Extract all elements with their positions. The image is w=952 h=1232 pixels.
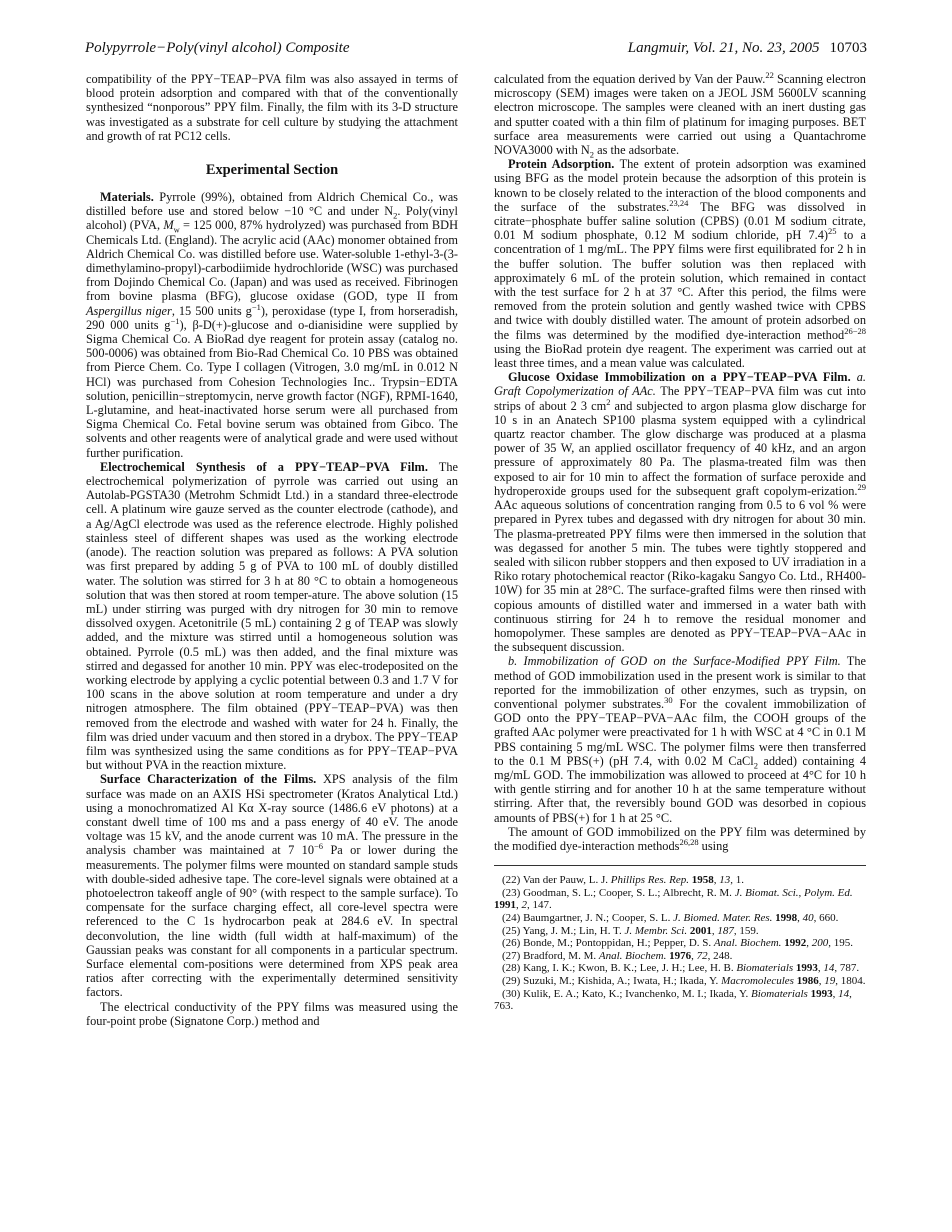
protein-adsorption-paragraph: Protein Adsorption. The extent of protein adsorption was examined using BFG as the model protein because the adsorption of this protein is known to be closely related to the interaction of the blood components and the surface of the substrates.$^{23,24}$ The BFG was dissolved in citrate−phosphate buffer saline solution (CPBS) (0.01 M sodium citrate, 0.01 M sodium phosphate, 0.12 M sodium chloride, pH 7.4)$^{25}$ to a concentration of 1 mg/mL. The PPY films were first equilibrated for 2 h in the buffer solution. The buffer solution was then replaced with approximately 6 mL of the protein solution, which remained in contact with the test surface for 2 h at 37 °C. After this period, the films were removed from the protein solution and gently washed twice with CPBS and twice with doubly distilled water. The amount of protein adsorbed on the films was determined by the modified dye-interaction method$^{26-28}$ using the BioRad protein dye reagent. The experiment was carried out at least three times, and a mean value was calculated.: [494, 157, 867, 371]
reference-year: 1976: [669, 949, 692, 962]
reference-pages: , 195.: [828, 937, 853, 950]
reference-volume: 2: [521, 899, 527, 912]
materials-paragraph: Materials. Pyrrole (99%), obtained from Aldrich Chemical Co., was distilled before use and stored below −10 °C and under $N_2$. Poly(vinyl alcohol) (PVA, $M_w = 125$ 000, 87% hydrolyzed) was purchased from BDH Chemicals Ltd. (England). The acrylic acid (AAc) monomer obtained from Aldrich Chemical Co. was distilled before use. Water-soluble 1-ethyl-3-(3-dimethylamino-propyl)-carbodiimide hydrochloride (WSC) was purchased from Dojindo Chemical Co. (Japan) and was used as received. Fibrinogen from bovine plasma (BFG), glucose oxidase (GOD, type II from Aspergillus niger, 15 500 units $g^{-1}$), peroxidase (type I, from horseradish, 290 000 units $g^{-1}$), β-D(+)-glucose and o-dianisidine were supplied by Sigma Chemical Co. A BioRad dye reagent for protein assay (catalog no. 500-0006) was obtained from Bio-Rad Chemical Co. 10 PBS was obtained from Pierce Chem. Co. Type I collagen (Vitrogen, 3.0 mg/mL in 0.012 N HCl) was purchased from Cohesion Technologies Inc.. Trypsin−EDTA solution, penicillin−streptomycin, nerve growth factor (NGF), RPMI-1640, L-glutamine, and heat-inactivated horse serum were all purchased from Sigma Chemical Co. Fetal bovine serum was obtained from Gibco. The solvents and other reagents were of analytical grade and were used without further purification.: [86, 190, 459, 460]
reference-pages: , 147.: [527, 899, 552, 912]
reference-item: (26) Bonde, M.; Pontoppidan, H.; Pepper, D. S. Anal. Biochem. 1992, 200, 195.: [502, 937, 853, 950]
immobilization-paragraph: b. Immobilization of GOD on the Surface-Modified PPY Film. The method of GOD immobilization used in the present work is similar to that reported for the immobilization of other enzymes, such as trypsin, on conventional polymer substrates.$^{30}$ For the covalent immobilization of GOD onto the PPY−TEAP−PVA−AAc film, the COOH groups of the grafted AAc polymer were preactivated for 1 h with WSC at 4 °C in 0.1 M PBS containing 5 mg/mL WSC. The polymer films were then transferred to the 0.1 M PBS(+) (pH 7.4, with 0.02 M CaCl$_2$ added) containing 4 mg/mL GOD. The immobilization was allowed to proceed at 4°C for 10 h with gentle stirring and for another 10 h at the same temperature without stirring. After that, the reversibly bound GOD was desorbed in copious amounts of PBS(+) for 1 h at 25 °C.: [494, 654, 866, 825]
reference-pages: , 787.: [834, 962, 860, 975]
reference-pages: , 660.: [813, 911, 839, 924]
journal-name: Langmuir, Vol. 21, No. 23, 2005: [627, 40, 820, 56]
continued-paragraph: calculated from the equation derived by Van der Pauw.$^{22}$ Scanning electron microscopy (SEM) images were taken on a JEOL JSM 5600LV scanning electron microscope. The samples were cleaned with an inert dusting gas and sputter coated with a thin film of platinum for imaging purposes. BET surface area measurements were carried out using a Quantachrome NOVA3000 with $N_2$ as the adsorbate.: [494, 69, 866, 160]
reference-journal: J. Membr. Sci.: [624, 924, 688, 937]
reference-pages: , 248.: [707, 949, 733, 962]
reference-year: 1993: [795, 962, 818, 975]
reference-number: (30): [502, 987, 521, 1000]
reference-journal: Anal. Biochem.: [713, 937, 782, 950]
reference-pages: , 159.: [733, 924, 759, 937]
right-column: [494, 69, 867, 1013]
reference-volume: 14: [823, 962, 835, 975]
materials-heading: Materials.: [100, 190, 154, 205]
reference-journal: Biomaterials: [750, 987, 808, 1000]
reference-volume: 14: [838, 987, 850, 1000]
reference-pages: , 1804.: [835, 974, 866, 987]
glucose-heading: Glucose Oxidase Immobilization on a PPY−TEAP−PVA Film.: [508, 370, 851, 385]
reference-journal: Macromolecules: [721, 974, 794, 987]
reference-year: 1986: [796, 974, 819, 987]
reference-number: (24): [502, 911, 521, 924]
reference-year: 1958: [691, 874, 714, 887]
reference-item: (30) Kulik, E. A.; Kato, K.; Ivanchenko, M. I.; Ikada, Y. Biomaterials 1993, 14, 763.: [494, 987, 852, 1013]
reference-number: (26): [502, 937, 521, 950]
electrochemical-heading: Electrochemical Synthesis of a PPY−TEAP−PVA Film.: [100, 459, 428, 474]
reference-year: 1992: [784, 937, 807, 950]
amount-paragraph: The amount of GOD immobilized on the PPY film was determined by the modified dye-interaction methods$^{26,28}$ using: [494, 824, 866, 853]
conductivity-paragraph: The electrical conductivity of the PPY films was measured using the four-point probe (Signatone Corp.) method and: [86, 999, 458, 1028]
reference-number: (27): [502, 949, 521, 962]
journal-citation: [628, 40, 867, 57]
reference-year: 1998: [775, 911, 798, 924]
surface-characterization-paragraph: Surface Characterization of the Films. XPS analysis of the film surface was made on an AXIS HSi spectrometer (Kratos Analytical Ltd.) using a monochromatized Al Kα X-ray source (1486.6 eV photons) at a constant dwell time of 100 ms and a pass energy of 40 eV. The anode voltage was 15 kV, and the anode current was 10 mA. The pressure in the analysis chamber was maintained at 7 $10^{-6}$ Pa or lower during the measurements. The polymer films were mounted on standard sample studs with double-sided adhesive tape. The core-level signals were obtained at a photoelectron takeoff angle of 90° (with respect to the sample surface). To compensate for the surface charging effect, all core-level spectra were referenced to the C 1s hydrocarbon peak at 284.6 eV. In spectral deconvolution, the line width (full width at half-maximum) of the Gaussian peaks was constant for all components in a particular spectrum. Surface elemental com-positions were determined from XPS peak area ratios after correcting with the experimentally determined sensitivity factors.: [86, 772, 459, 1000]
reference-item: (23) Goodman, S. L.; Cooper, S. L.; Albrecht, R. M. J. Biomat. Sci., Polym. Ed. 1991, 2, 147.: [494, 886, 853, 912]
reference-authors: Baumgartner, J. N.; Cooper, S. L.: [523, 911, 671, 924]
section-heading: Experimental Section: [205, 162, 339, 179]
left-column: [86, 72, 458, 1028]
reference-number: (28): [502, 962, 521, 975]
reference-item: (22) Van der Pauw, L. J. Phillips Res. Rep. 1958, 13, 1.: [502, 874, 744, 887]
reference-authors: Suzuki, M.; Kishida, A.; Iwata, H.; Ikada, Y.: [523, 974, 719, 987]
reference-pages: , 1.: [730, 874, 744, 887]
reference-volume: 19: [824, 974, 836, 987]
glucose-oxidase-paragraph: Glucose Oxidase Immobilization on a PPY−TEAP−PVA Film. a. Graft Copolymerization of AAc. The PPY−TEAP−PVA film was cut into strips of about 2 3 $cm^2$ and subjected to argon plasma glow discharge for 10 s in an Anatech SP100 plasma system equipped with a cylindrical quartz reactor chamber. The glow discharge was produced at a plasma power of 35 W, an applied oscillator frequency of 40 kHz, and an argon pressure of approximately 80 Pa. The plasma-treated film was then exposed to air for 10 min to affect the formation of surface peroxide and hydroperoxide groups used for the subsequent graft copolym-erization.$^{29}$ AAc aqueous solutions of concentration ranging from 0.5 to 6 vol % were prepared in Pyrex tubes and degassed with dry nitrogen for about 30 min. The plasma-pretreated PPY films were then immersed in the solution that was degassed for another 5 min. The tubes were tightly stoppered and sealed with silicon rubber stoppers and then exposed to UV irradiation in a Riko rotary photochemical reactor (Riko-kagaku Sangyo Co. Ltd., RH400-10W) for 35 min at 28°C. The surface-grafted films were then rinsed with copious amounts of distilled water and immersed in a water bath with continuous stirring for 24 h to remove the residual monomer and homopolymer. These samples are denoted as PPY−TEAP−PVA−AAc in the subsequent discussion.: [494, 370, 866, 655]
reference-number: (29): [502, 974, 521, 987]
reference-pages: , 763.: [494, 987, 852, 1013]
graft-subheading: a. Graft Copolymerization of AAc.: [494, 370, 866, 399]
reference-journal: Anal. Biochem.: [598, 949, 667, 962]
reference-year: 1993: [810, 987, 833, 1000]
electrochemical-paragraph: Electrochemical Synthesis of a PPY−TEAP−PVA Film. The electrochemical polymerization of pyrrole was carried out using an Autolab-PGSTA30 (Metrohm Schmidt Ltd.) in a standard three-electrode cell. A platinum wire gauze served as the counter electrode (cathode), and a Ag/AgCl electrode was used as the reference electrode. Highly polished stainless steel of different shapes was used as the working electrode (anode). The reaction solution was prepared as follows: A PVA solution was first prepared by adding 5 g of PVA to 100 mL of doubly distilled water. The solution was stirred for 3 h at 80 °C to obtain a homogeneous solution that was then stored at room temper-ature. The above solution (15 mL) under stirring was purged with dry nitrogen for 30 min to remove dissolved oxygen. Acetonitrile (5 mL) containing 2 g of TEAP was slowly added, and the mixture was stirred until a homogeneous solution was obtained. Pyrrole (0.5 mL) was then added, and the final mixture was stirred and degassed for another 10 min. PPY was elec-trodeposited on the working electrode by applying a cyclic potential between 0.3 and 1.7 V for 100 scans in the above solution at room temperature and under a dry nitrogen atmosphere. The film obtained (PPY−TEAP−PVA) was then removed from the electrode and washed with water for 24 h. Finally, the film was dried under vacuum and then stored in a drybox. The PPY−TEAP film was synthesized using the same conditions as for PPY−TEAP−PVA but without PVA in the reaction mixture.: [86, 459, 458, 773]
reference-item: (28) Kang, I. K.; Kwon, B. K.; Lee, J. H.; Lee, H. B. Biomaterials 1993, 14, 787.: [502, 962, 860, 975]
reference-year: 1991: [494, 899, 516, 912]
reference-item: (24) Baumgartner, J. N.; Cooper, S. L. J. Biomed. Mater. Res. 1998, 40, 660.: [502, 911, 839, 924]
reference-item: (29) Suzuki, M.; Kishida, A.; Iwata, H.; Ikada, Y. Macromolecules 1986, 19, 1804.: [502, 974, 866, 987]
immobilization-subheading: b. Immobilization of GOD on the Surface-Modified PPY Film.: [508, 654, 841, 669]
surface-heading: Surface Characterization of the Films.: [100, 772, 317, 787]
reference-item: (27) Bradford, M. M. Anal. Biochem. 1976, 72, 248.: [502, 949, 733, 962]
reference-item: (25) Yang, J. M.; Lin, H. T. J. Membr. Sci. 2001, 187, 159.: [502, 924, 759, 937]
reference-number: (25): [502, 924, 521, 937]
reference-journal: Biomaterials: [736, 962, 794, 975]
reference-volume: 72: [696, 949, 708, 962]
article-short-title: Polypyrrole−Poly(vinyl alcohol) Composite: [85, 40, 350, 56]
reference-journal: J. Biomed. Mater. Res.: [673, 911, 773, 924]
reference-year: 2001: [689, 924, 712, 937]
reference-journal: Phillips Res. Rep.: [610, 874, 689, 887]
reference-volume: 200: [811, 937, 829, 950]
page-number: 10703: [829, 40, 867, 56]
running-header: [85, 40, 867, 62]
reference-authors: Goodman, S. L.; Cooper, S. L.; Albrecht, R. M.: [523, 886, 732, 899]
reference-authors: Bonde, M.; Pontoppidan, H.; Pepper, D. S.: [523, 937, 712, 950]
intro-paragraph: compatibility of the PPY−TEAP−PVA film was also assayed in terms of blood protein adsorption and compared with that of the conventionally synthesized “nonporous” PPY film. Finally, the film with its 3-D structure was investigated as a substrate for cell culture by studying the attachment and growth of rat PC12 cells.: [86, 72, 458, 143]
reference-journal: J. Biomat. Sci., Polym. Ed.: [734, 886, 853, 899]
reference-authors: Kulik, E. A.; Kato, K.; Ivanchenko, M. I.; Ikada, Y.: [523, 987, 749, 1000]
reference-number: (22): [502, 874, 521, 887]
reference-volume: 13: [719, 874, 731, 887]
protein-heading: Protein Adsorption.: [508, 157, 615, 172]
reference-authors: Kang, I. K.; Kwon, B. K.; Lee, J. H.; Lee, H. B.: [523, 962, 734, 975]
reference-volume: 40: [802, 911, 814, 924]
reference-volume: 187: [717, 924, 734, 937]
reference-number: (23): [502, 886, 521, 899]
reference-authors: Van der Pauw, L. J.: [522, 874, 609, 887]
reference-list: [494, 865, 866, 1013]
reference-authors: Yang, J. M.; Lin, H. T.: [522, 924, 622, 937]
reference-authors: Bradford, M. M.: [523, 949, 597, 962]
